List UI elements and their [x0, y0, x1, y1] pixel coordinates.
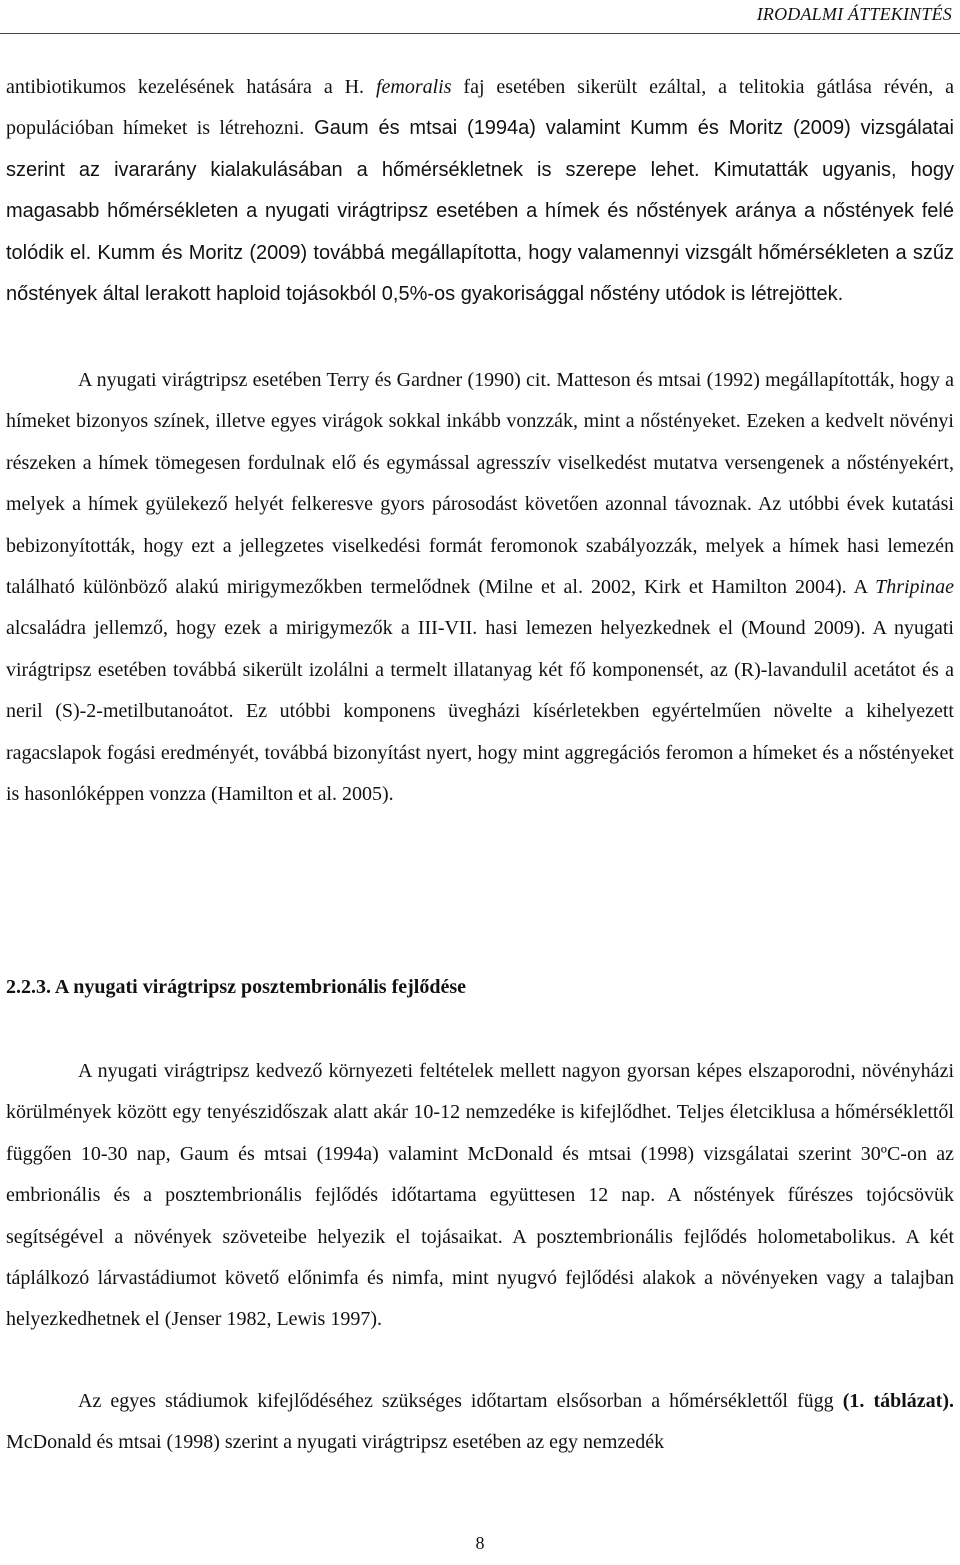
- paragraph-1: [6, 67, 954, 315]
- paragraph-2: [6, 360, 954, 815]
- p1-species-name: femoralis: [375, 76, 452, 98]
- p1-text-c: Gaum és mtsai (1994a) valamint Kumm és Moritz (2009) vizsgálatai szerint az ivararány kialakulásában a hőmérsékletnek is szerepe lehet. Kimutatták ugyanis, hogy magasabb hőmérsékleten a nyugati virágtripsz esetében a hímek és nőstények aránya a nőstények felé tolódik el. Kumm és Moritz (2009) továbbá megállapította, hogy valamennyi vizsgált hőmérsékleten a szűz nőstények által lerakott haploid tojásokból 0,5%-os gyakorisággal nőstény utódok is létrejöttek.: [6, 117, 954, 306]
- running-header: IRODALMI ÁTTEKINTÉS: [756, 4, 952, 24]
- section-heading: 2.2.3. A nyugati virágtripsz posztembrionális fejlődése: [6, 976, 466, 998]
- table-reference: (1. táblázat).: [842, 1390, 954, 1412]
- p1-text-a: antibiotikumos kezelésének hatására a H.: [6, 76, 376, 98]
- p4-text-a: Az egyes stádiumok kifejlődéséhez szükséges időtartam elsősorban a hőmérséklettől függ: [78, 1390, 843, 1412]
- paragraph-3: A nyugati virágtripsz kedvező környezeti feltételek mellett nagyon gyorsan képes elszaporodni, növényházi körülmények között egy tenyészidőszak alatt akár 10-12 nemzedéke is kifejlődhet. Teljes életciklusa a hőmérséklettől függően 10-30 nap, Gaum és mtsai (1994a) valamint McDonald és mtsai (1998) vizsgálatai szerint 30ºC-on az embrionális és a posztembrionális fejlődés időtartama együttesen 12 nap. A nőstények fűrészes tojócsövük segítségével a növények szöveteibe helyezik el tojásaikat. A posztembrionális fejlődés holometabolikus. A két táplálkozó lárvastádiumot követő előnimfa és nimfa, mint nyugvó fejlődési alakok a növényeken vagy a talajban helyezkedhetnek el (Jenser 1982, Lewis 1997).: [6, 1060, 954, 1331]
- p4-text-b: McDonald és mtsai (1998) szerint a nyugati virágtripsz esetében az egy nemzedék: [6, 1431, 665, 1454]
- p2-text-b: alcsaládra jellemző, hogy ezek a mirigymezők a III-VII. hasi lemezen helyezkednek el (Mound 2009). A nyugati virágtripsz esetében továbbá sikerült izolálni a termelt illatanyag két fő komponensét, az (R)-lavandulil acetátot és a neril (S)-2-metilbutanoátot. Ez utóbbi komponens üvegházi kísérletekben egyértelműen növelte a kihelyezett ragacslapok fogási eredményét, továbbá bizonyítást nyert, hogy mint aggregációs feromon a hímeket és a nőstényeket is hasonlóképpen vonzza (Hamilton et al. 2005).: [6, 617, 954, 806]
- paragraph-4: [6, 1381, 954, 1464]
- p1-text-b: faj esetében sikerült ezáltal, a telitokia gátlása révén, a populációban hímeket is létrehozni.: [6, 76, 954, 140]
- header-rule: [0, 33, 960, 34]
- p2-text-a: A nyugati virágtripsz esetében Terry és Gardner (1990) cit. Matteson és mtsai (1992) megállapították, hogy a hímeket bizonyos színek, illetve egyes virágok sokkal inkább vonzzák, mint a nőstényeket. Ezeken a kedvelt növényi részeken a hímek tömegesen fordulnak elő és egymással agresszív viselkedést mutatva versengenek a nőstényekért, melyek a hímek gyülekező helyét felkeresve gyors párosodást követően azonnal távoznak. Az utóbbi évek kutatási bebizonyították, hogy ezt a jellegzetes viselkedési formát feromonok szabályozzák, melyek a hímek hasi lemezén található különböző alakú mirigymezőkben termelődnek (Milne et al. 2002, Kirk et Hamilton 2004). A: [6, 369, 954, 599]
- p2-subfamily-name: Thripinae: [875, 576, 954, 599]
- page-number: 8: [475, 1533, 485, 1553]
